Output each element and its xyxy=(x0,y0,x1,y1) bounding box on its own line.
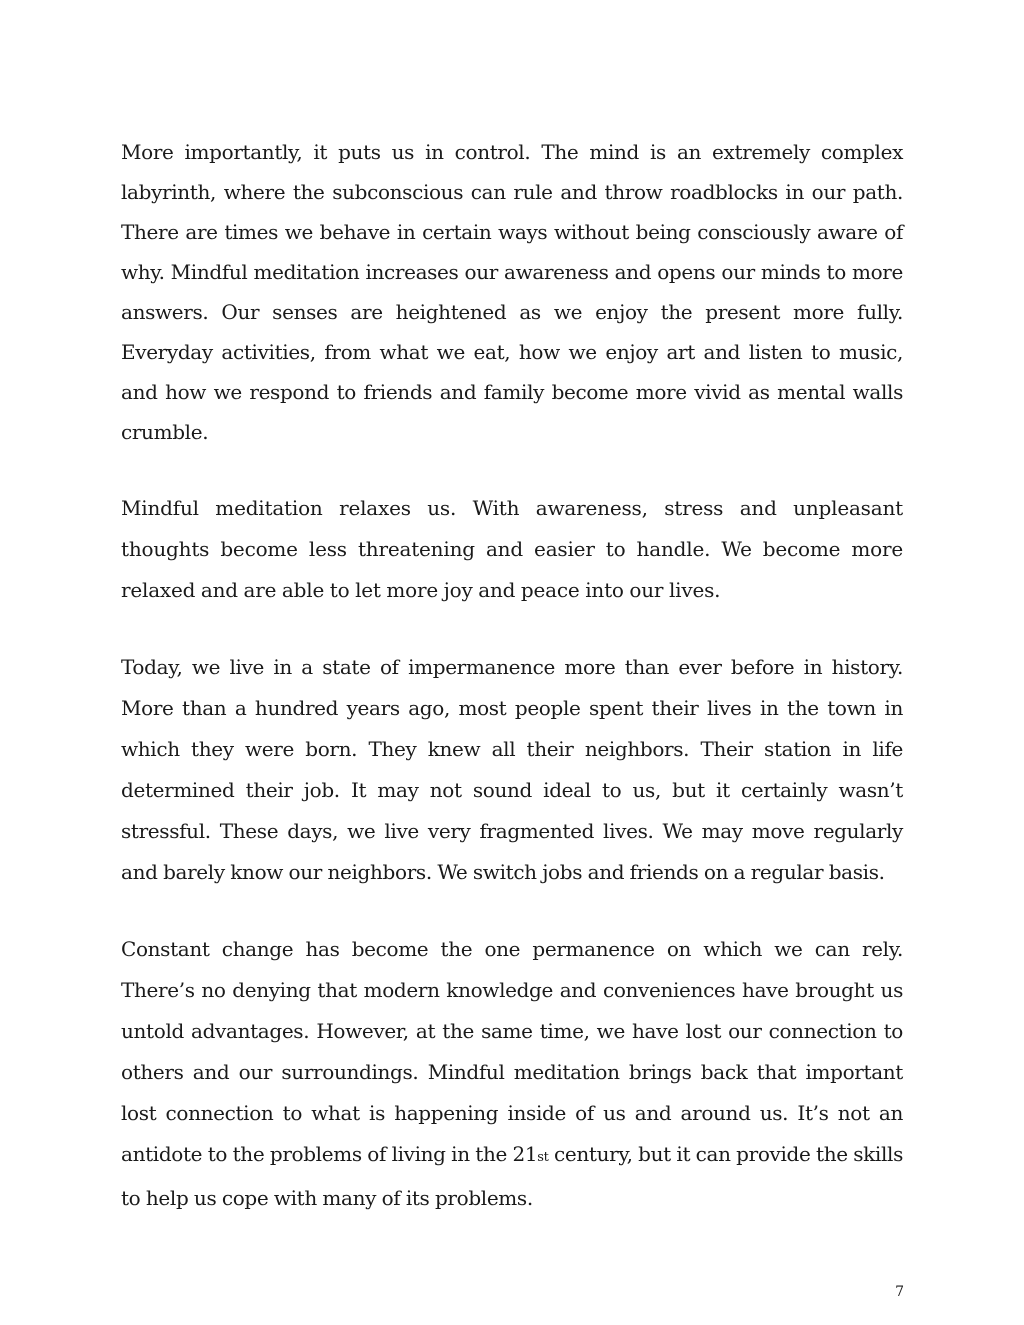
paragraph-1: More importantly, it puts us in control. The mind is an extremely complex labyrinth, where the subconscious can rule and throw roadblocks in our path. There are times we behave in certain ways without being consciously aware of why. Mindful meditation increases our awareness and opens our minds to more answers. Our senses are heightened as we enjoy the present more fully. Everyday activities, from what we eat, how we enjoy art and listen to music, and how we respond to friends and family become more vivid as mental walls crumble. xyxy=(121,140,903,444)
paragraph-4-text-after: century, but it can provide the skills to help us cope with many of its problems. xyxy=(121,1142,903,1210)
page-number: 7 xyxy=(895,1284,904,1300)
paragraph-3: Today, we live in a state of impermanence more than ever before in history. More than a hundred years ago, most people spent their lives in the town in which they were born. They knew all their neighbors. Their station in life determined their job. It may not sound ideal to us, but it certainly wasn’t stressful. These days, we live very fragmented lives. We may move regularly and barely know our neighbors. We switch jobs and friends on a regular basis. xyxy=(121,655,903,884)
page-body xyxy=(121,132,903,1255)
paragraph-4-text-before: Constant change has become the one permanence on which we can rely. There’s no denying that modern knowledge and conveniences have brought us untold advantages. However, at the same time, we have lost our connection to others and our surroundings. Mindful meditation brings back that important lost connection to what is happening inside of us and around us. It’s not an antidote to the problems of living in the 21 xyxy=(121,937,903,1166)
ordinal-suffix: st xyxy=(537,1150,549,1165)
paragraph-2: Mindful meditation relaxes us. With awareness, stress and unpleasant thoughts become less threatening and easier to handle. We become more relaxed and are able to let more joy and peace into our lives. xyxy=(121,496,903,602)
paragraph-4 xyxy=(121,929,903,1219)
